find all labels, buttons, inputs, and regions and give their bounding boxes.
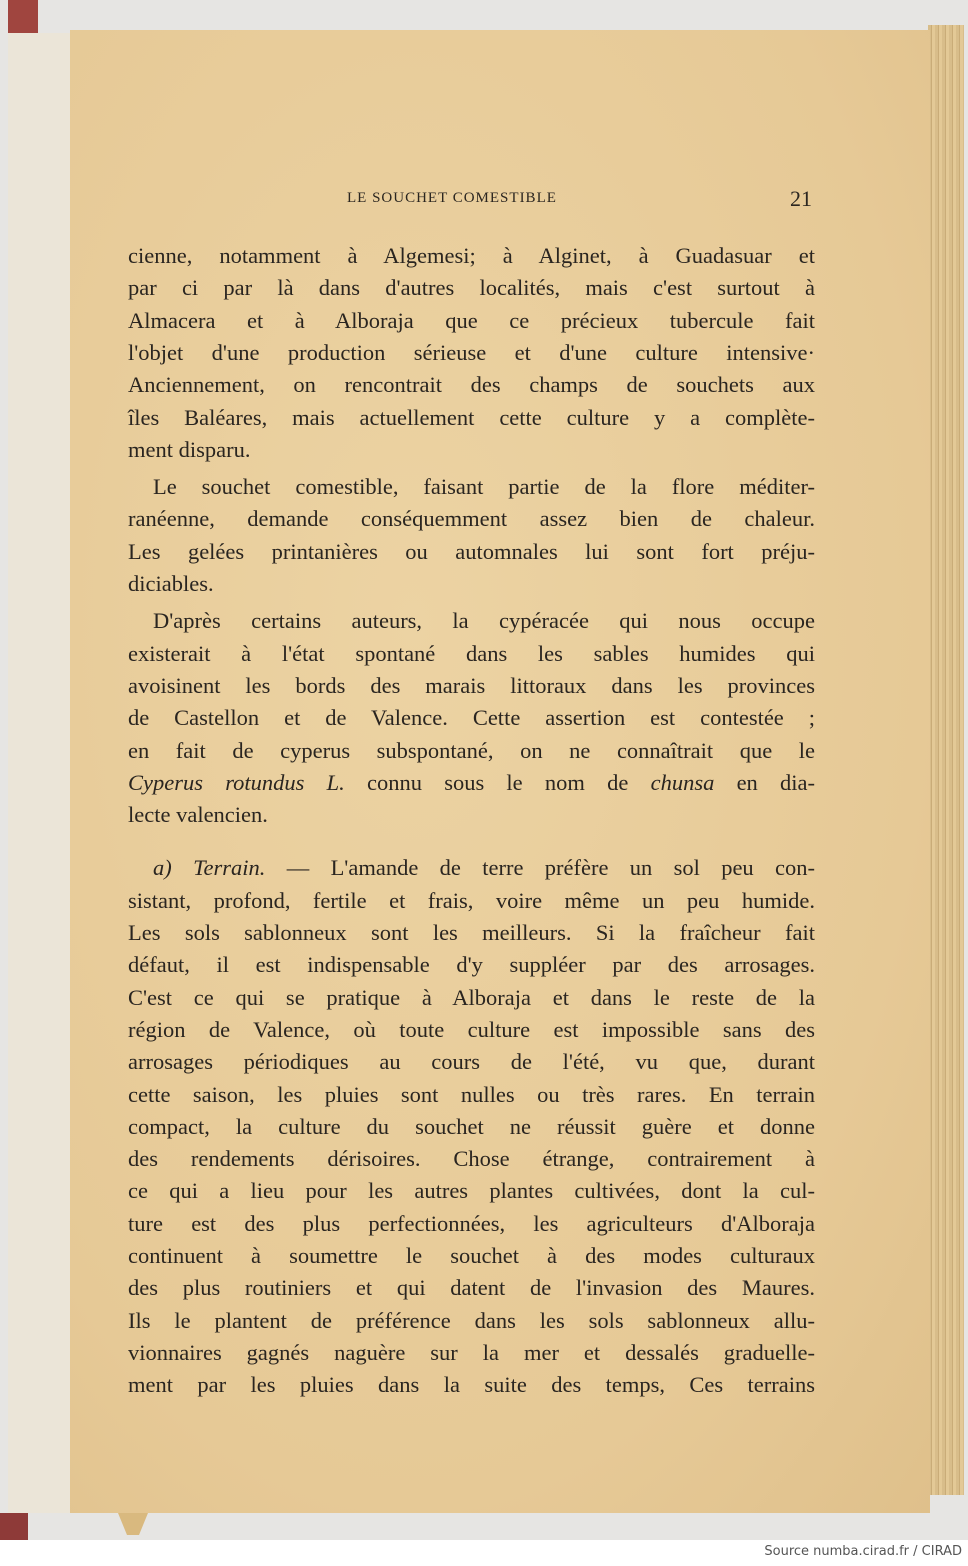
line-text: Anciennement, on rencontrait des champs de souchets aux — [128, 372, 815, 398]
text-line — [128, 1210, 815, 1238]
line-text: diciables. — [128, 571, 214, 596]
text-line — [128, 1145, 815, 1173]
text-line — [128, 307, 815, 335]
line-text: en fait de cyperus subspontané, on ne connaîtrait que le — [128, 737, 815, 763]
line-content — [128, 1372, 815, 1397]
line-content — [128, 437, 250, 462]
text-line — [128, 607, 815, 635]
text-line — [128, 339, 815, 367]
line-content — [128, 340, 815, 365]
text-line — [128, 801, 815, 829]
line-text: en dia- — [714, 769, 816, 795]
line-content — [128, 1178, 815, 1203]
text-line — [128, 1242, 815, 1270]
line-content — [128, 1211, 815, 1236]
line-content — [128, 738, 815, 763]
line-content — [128, 1082, 815, 1107]
source-credit: Source numba.cirad.fr / CIRAD — [764, 1544, 962, 1559]
text-line — [128, 1339, 815, 1367]
line-text: existerait à l'état spontané dans les sables humides qui — [128, 640, 815, 666]
line-text: Les gelées printanières ou automnales lui sont fort préju- — [128, 538, 815, 564]
line-content — [128, 1275, 815, 1300]
line-content — [128, 920, 815, 945]
text-line — [128, 371, 815, 399]
text-line — [128, 854, 815, 882]
line-content — [128, 985, 815, 1010]
text-line — [128, 473, 815, 501]
page-gutter — [8, 33, 70, 1513]
line-text: de Castellon et de Valence. Cette assertion est contestée ; — [128, 705, 815, 731]
page-edges — [928, 25, 964, 1495]
line-text: cette saison, les pluies sont nulles ou très rares. En terrain — [128, 1081, 815, 1107]
line-content — [128, 1049, 815, 1074]
text-line — [128, 538, 815, 566]
line-text: l'objet d'une production sérieuse et d'une culture intensive· — [128, 339, 815, 365]
line-content — [128, 1114, 815, 1139]
line-content — [128, 372, 815, 397]
text-line — [128, 1274, 815, 1302]
italic-text: chunsa — [650, 769, 715, 795]
line-content — [153, 608, 815, 633]
text-line — [128, 1371, 815, 1399]
line-content — [128, 1146, 815, 1171]
text-line — [128, 1307, 815, 1335]
line-text: défaut, il est indispensable d'y suppléer par des arrosages. — [128, 952, 815, 978]
line-text: ment par les pluies dans la suite des temps, Ces terrains — [128, 1372, 815, 1398]
line-content — [128, 275, 815, 300]
line-content — [128, 673, 815, 698]
line-text: Almacera et à Alboraja que ce précieux tubercule fait — [128, 307, 815, 333]
line-content — [128, 405, 815, 430]
line-text: ment disparu. — [128, 436, 251, 462]
line-text: ture est des plus perfectionnées, les agriculteurs d'Alboraja — [128, 1210, 815, 1236]
line-content — [128, 539, 815, 564]
line-content — [128, 802, 268, 827]
italic-text: a) Terrain. — [153, 855, 266, 881]
line-text: vionnaires gagnés naguère sur la mer et dessalés graduelle- — [128, 1339, 815, 1365]
text-line — [128, 951, 815, 979]
text-line — [128, 672, 815, 700]
line-content — [128, 952, 815, 977]
line-text: Le souchet comestible, faisant partie de la flore méditer- — [153, 474, 815, 500]
line-content — [128, 571, 214, 596]
running-title: LE SOUCHET COMESTIBLE — [347, 190, 557, 206]
text-line — [128, 769, 815, 797]
line-text: D'après certains auteurs, la cypéracée qui nous occupe — [153, 608, 815, 634]
line-text: compact, la culture du souchet ne réussit guère et donne — [128, 1113, 815, 1139]
line-text: îles Baléares, mais actuellement cette culture y a complète- — [128, 404, 815, 430]
text-line — [128, 1081, 815, 1109]
line-content — [128, 506, 815, 531]
line-text: Les sols sablonneux sont les meilleurs. Si la fraîcheur fait — [128, 920, 815, 945]
text-line — [128, 737, 815, 765]
binding-cover-bottom — [0, 1513, 28, 1540]
line-text: ce qui a lieu pour les autres plantes cultivées, dont la cul- — [128, 1178, 815, 1204]
text-line — [128, 274, 815, 302]
line-text: arrosages périodiques au cours de l'été, vu que, durant — [128, 1049, 815, 1075]
binding-cover-top — [8, 0, 38, 33]
text-line — [128, 505, 815, 533]
line-content — [128, 770, 815, 795]
line-text: C'est ce qui se pratique à Alboraja et dans le reste de la — [128, 984, 815, 1010]
line-content — [128, 1308, 815, 1333]
text-line — [128, 984, 815, 1012]
line-text: par ci par là dans d'autres localités, mais c'est surtout à — [128, 275, 815, 301]
line-text: des plus routiniers et qui datent de l'invasion des Maures. — [128, 1275, 815, 1301]
line-text: Ils le plantent de préférence dans les sols sablonneux allu- — [128, 1307, 815, 1333]
line-content — [153, 474, 815, 499]
text-line — [128, 1016, 815, 1044]
line-text: continuent à soumettre le souchet à des modes culturaux — [128, 1243, 815, 1268]
line-text: avoisinent les bords des marais littoraux dans les provinces — [128, 672, 815, 698]
text-line — [128, 704, 815, 732]
line-text: région de Valence, où toute culture est impossible sans des — [128, 1016, 815, 1042]
line-text: sistant, profond, fertile et frais, voire même un peu humide. — [128, 887, 815, 913]
line-text: cienne, notamment à Algemesi; à Alginet, à Guadasuar et — [128, 243, 815, 268]
line-content — [128, 705, 815, 730]
line-content — [128, 1243, 815, 1268]
line-content — [128, 888, 815, 913]
line-content — [128, 1340, 815, 1365]
line-text: des rendements dérisoires. Chose étrange, contrairement à — [128, 1146, 815, 1172]
line-content — [153, 855, 815, 880]
text-line — [128, 242, 815, 270]
line-text: — L'amande de terre préfère un sol peu con- — [265, 855, 815, 881]
line-text: connu sous le nom de — [344, 769, 651, 795]
text-line — [128, 436, 815, 464]
text-line — [128, 887, 815, 915]
line-content — [128, 641, 815, 666]
line-content — [128, 1017, 815, 1042]
text-line — [128, 404, 815, 432]
text-line — [128, 1113, 815, 1141]
text-line — [128, 1048, 815, 1076]
line-content — [128, 243, 815, 268]
text-line — [128, 570, 815, 598]
text-line — [128, 640, 815, 668]
line-text: lecte valencien. — [128, 802, 268, 828]
page-number: 21 — [790, 186, 812, 211]
text-line — [128, 919, 815, 947]
italic-text: Cyperus rotundus L. — [128, 769, 345, 795]
line-content — [128, 308, 815, 333]
line-text: ranéenne, demande conséquemment assez bien de chaleur. — [128, 506, 815, 532]
text-line — [128, 1177, 815, 1205]
